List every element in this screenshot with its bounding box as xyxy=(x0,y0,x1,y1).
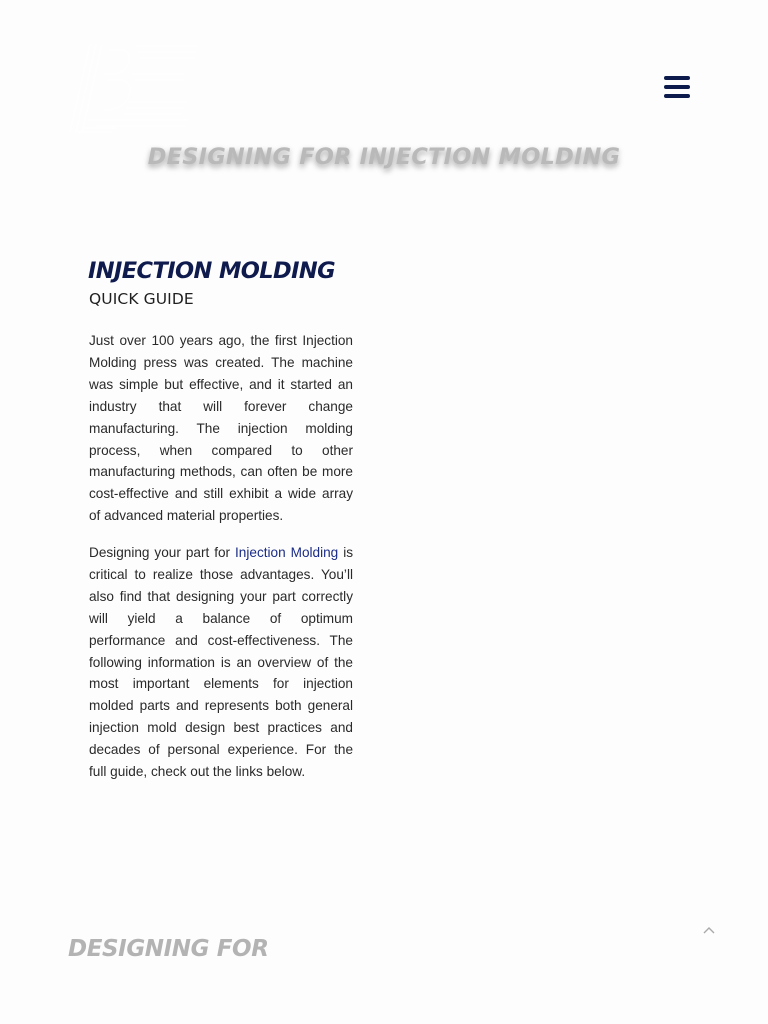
company-logo[interactable] xyxy=(66,40,200,136)
intro-paragraph: Just over 100 years ago, the first Injection Molding press was created. The machine was simple but effective, and it started an industry that will forever change manufacturing. The injection molding process, when compared to other manufacturing methods, can often be more cost-effective and still exhibit a wide array of advanced material properties. xyxy=(89,333,353,524)
design-paragraph-suffix: is critical to realize those advantages. You’ll also find that designing your part correctly will yield a balance of optimum performance and cost-effectiveness. The following information is an overview of the most important elements for injection molded parts and represents both general injection mold design best practices and decades of personal experience. For the full guide, check out the links below. xyxy=(89,545,354,780)
chevron-up-glyph xyxy=(703,926,715,934)
menu-bar-bottom xyxy=(664,94,690,98)
injection-molding-link[interactable]: Injection Molding xyxy=(235,545,339,560)
menu-bar-top xyxy=(664,76,690,80)
design-paragraph xyxy=(89,542,353,783)
menu-bar-middle xyxy=(664,85,690,89)
chevron-up-icon[interactable] xyxy=(700,922,718,936)
design-paragraph-prefix: Designing your part for xyxy=(89,545,236,560)
next-section-title: DESIGNING FOR xyxy=(68,936,269,962)
section-subtitle: QUICK GUIDE xyxy=(89,290,194,308)
hero-title: DESIGNING FOR INJECTION MOLDING xyxy=(147,144,621,170)
logo-graphic xyxy=(66,40,200,136)
hamburger-menu-icon[interactable] xyxy=(662,74,692,100)
section-title: INJECTION MOLDING xyxy=(88,258,335,284)
